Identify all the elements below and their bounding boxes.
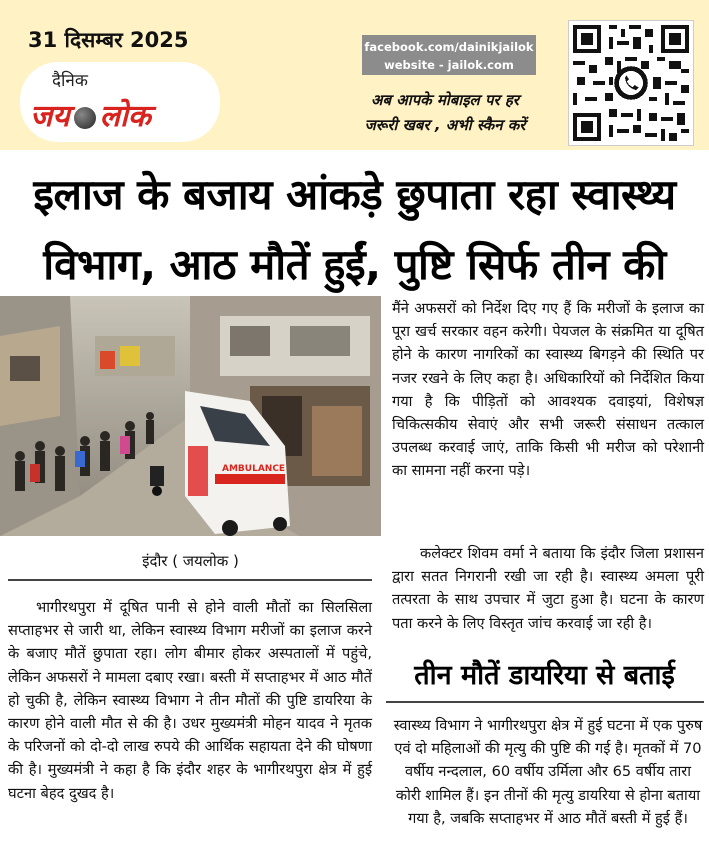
- qr-code-icon[interactable]: [568, 20, 694, 146]
- headline-line-2: विभाग, आठ मौतें हुईं, पुष्टि सिर्फ तीन की: [43, 240, 666, 289]
- globe-icon: [74, 107, 96, 129]
- logo-part1: जय: [30, 99, 70, 134]
- right-paragraph-2: [392, 542, 704, 635]
- right-paragraph-3: स्वास्थ्य विभाग ने भागीरथपुरा क्षेत्र में हुई घटना में एक पुरुष एवं दो महिलाओं की मृत्यु की पुष्टि की गई है। मृतकों में 70 वर्षीय नन्दलाल, 60 वर्षीय उर्मिला और 65 वर्षीय तारा कोरी शामिल हैं। इन तीनों की मृत्यु डायरिया से होना बताया गया है, जबकि सप्ताहभर में आठ मौतें बस्ती में हुई हैं।: [393, 717, 703, 827]
- right-paragraph-1: मैंने अफसरों को निर्देश दिए गए हैं कि मरीजों के इलाज का पूरा खर्च सरकार वहन करेगी। पेयजल के संक्रमित या दूषित होने के कारण नागरिकों का स्वास्थ्य बिगड़ने की स्थिति पर नजर रखने के लिए कहा है। अधिकारियों को निर्देशित किया गया है कि पीड़ितों को आवश्यक दवाइयां, विशेषज्ञ चिकित्सकीय सेवाएं और सभी जरूरी संसाधन तत्काल उपलब्ध करवाई जाएं, ताकि किसी भी मरीज को परेशानी का सामना नहीं करना पड़े।: [392, 300, 704, 480]
- left-paragraph-1: [8, 596, 372, 805]
- logo-main-text: [30, 94, 151, 135]
- masthead: [0, 0, 709, 150]
- social-links-box: [362, 35, 536, 75]
- news-photo: [0, 296, 381, 536]
- newspaper-logo[interactable]: [20, 62, 220, 142]
- scan-prompt: [340, 88, 550, 138]
- issue-date: 31 दिसम्बर 2025: [28, 28, 189, 52]
- headline: [0, 160, 709, 300]
- left-paragraph-1-text: भागीरथपुरा में दूषित पानी से होने वाली मौतों का सिलसिला सप्ताहभर से जारी था, लेकिन स्वास्थ्य विभाग मरीजों का इलाज करने के बजाए मौतें छुपाता रहा। लोग बीमार होकर अस्पतालों में पहुंचे, लेकिन अफसरों ने मामला दबाए रखा। बस्ती में सप्ताहभर में आठ मौतें हो चुकी है, लेकिन स्वास्थ्य विभाग ने तीन मौतों की पुष्टि डायरिया के कारण होने वाली मौत से की है। उधर मुख्यमंत्री मोहन यादव ने मृतक के परिजनों को दो-दो लाख रुपये की आर्थिक सहायता देने की घोषणा की है। मुख्यमंत्री ने कहा है कि इंदौर शहर के भागीरथपुरा क्षेत्र में हुई घटना बेहद दुखद है।: [8, 599, 372, 802]
- headline-line-1: इलाज के बजाय आंकड़े छुपाता रहा स्वास्थ्य: [33, 170, 676, 219]
- right-paragraph-2-text: कलेक्टर शिवम वर्मा ने बताया कि इंदौर जिला प्रशासन द्वारा सतत निगरानी रखी जा रही है। स्वास्थ्य अमला पूरी तत्परता के साथ उपचार में जुटा हुआ है। घटना के कारण पता करने के लिए विस्तृत जांच करवाई जा रही है।: [392, 545, 704, 632]
- caption-divider: [8, 579, 372, 581]
- subheading-divider: [386, 701, 704, 703]
- facebook-link[interactable]: facebook.com/dainikjailok: [364, 40, 534, 54]
- scan-line-1: अब आपके मोबाइल पर हर: [371, 91, 519, 109]
- subheading: तीन मौतें डायरिया से बताई: [414, 660, 675, 691]
- scan-line-2: जरूरी खबर , अभी स्कैन करें: [364, 116, 526, 134]
- logo-small-text: दैनिक: [52, 71, 88, 91]
- logo-part2: लोक: [99, 99, 151, 134]
- website-link[interactable]: website - jailok.com: [384, 58, 514, 72]
- ambulance-label: AMBULANCE: [222, 464, 286, 474]
- dateline-caption: इंदौर ( जयलोक ): [142, 552, 239, 570]
